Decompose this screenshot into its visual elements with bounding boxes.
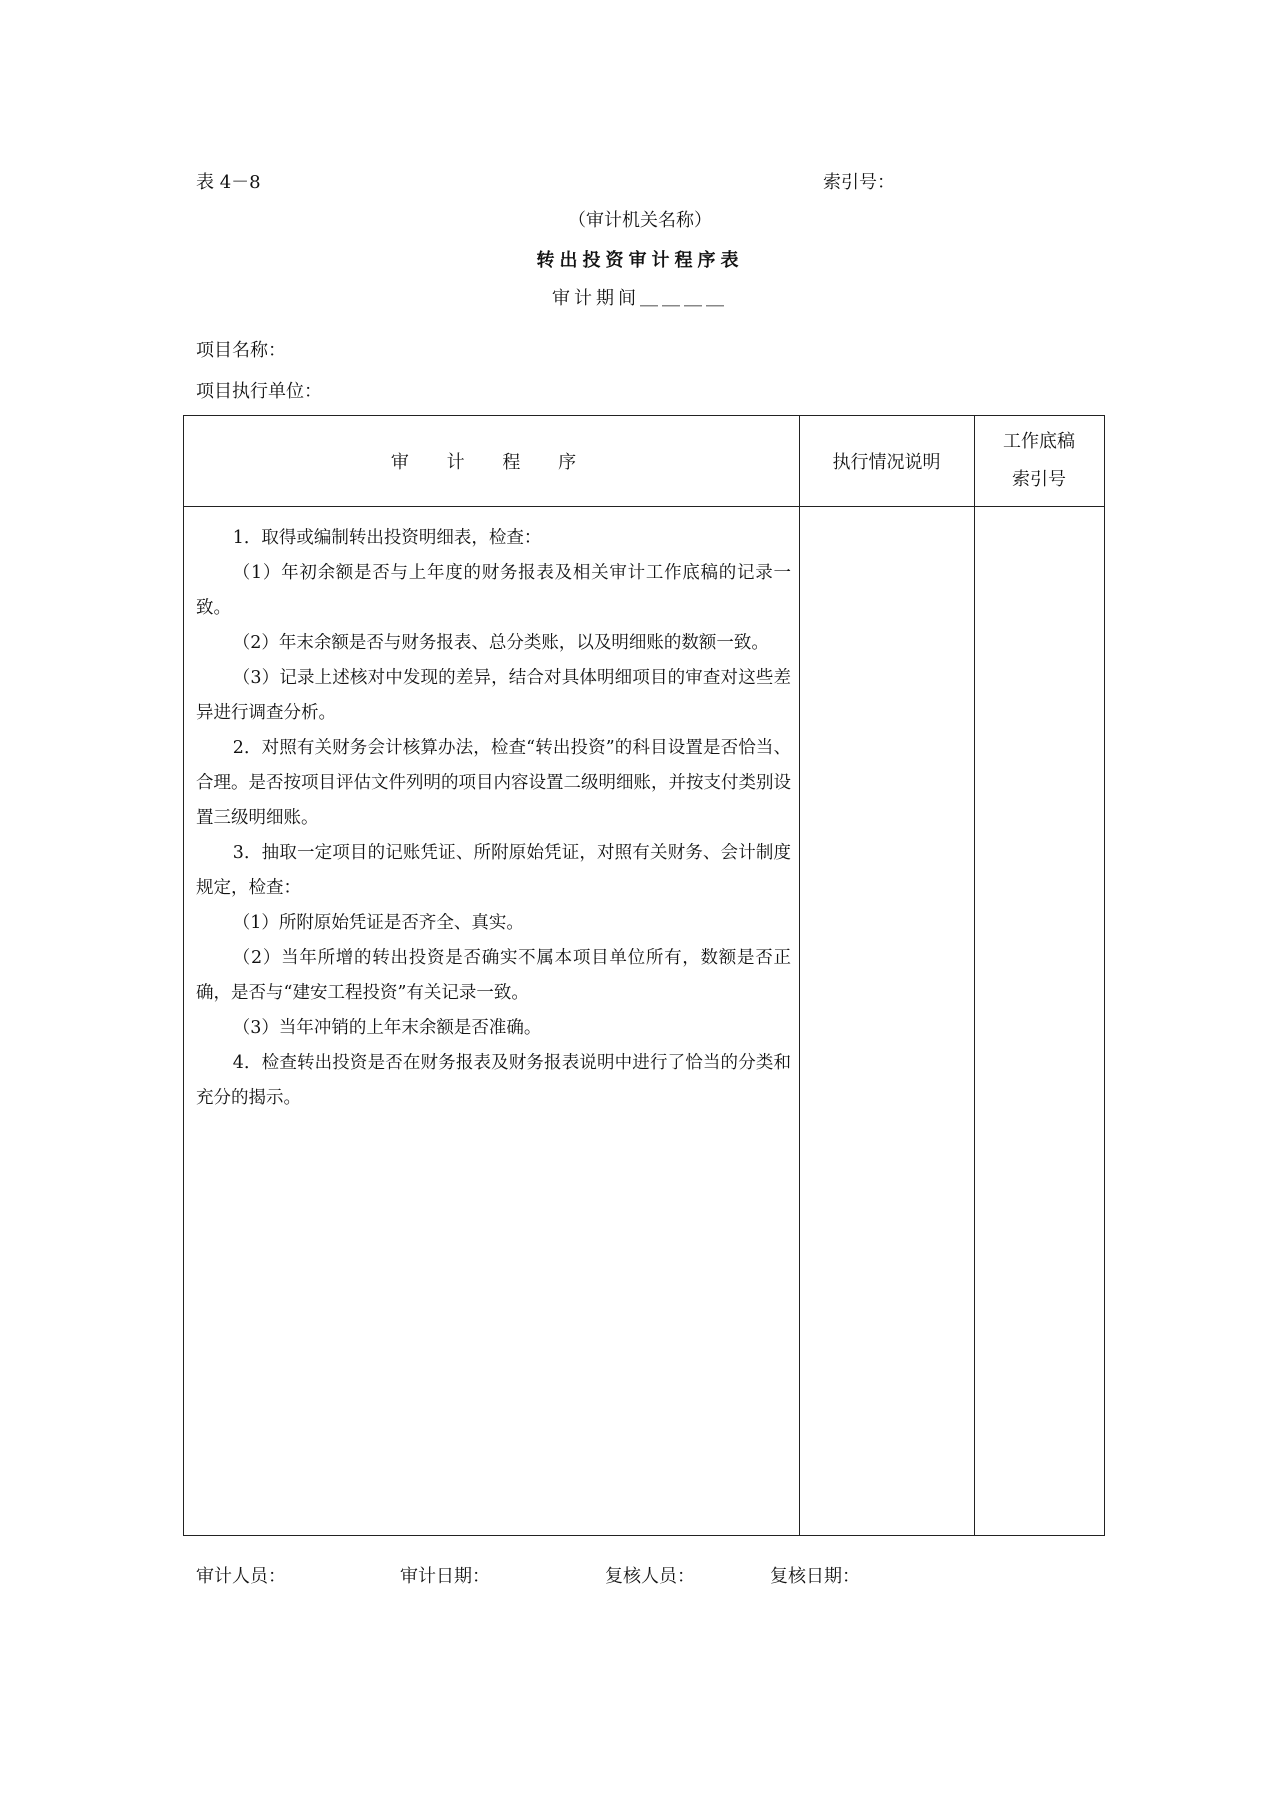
workpaper-header-line2: 索引号	[1012, 469, 1066, 490]
review-date-label: 复核日期：	[770, 1566, 860, 1587]
form-number: 表 4－8	[196, 172, 261, 193]
column-divider	[799, 416, 800, 1535]
audit-date-label: 审计日期：	[400, 1566, 490, 1587]
procedure-item: （1）所附原始凭证是否齐全、真实。	[232, 913, 524, 933]
procedure-item: （1）年初余额是否与上年度的财务报表及相关审计工作底稿的记录一致。	[196, 563, 791, 618]
column-header-procedure: 审 计 程 序	[390, 452, 593, 473]
project-name-label: 项目名称：	[196, 340, 286, 361]
procedure-item: 2．对照有关财务会计核算办法，检查“转出投资”的科目设置是否恰当、合理。是否按项目评估文件列明的项目内容设置二级明细账，并按支付类别设置三级明细账。	[196, 738, 791, 828]
procedure-list	[196, 521, 791, 1116]
column-divider	[974, 416, 975, 1535]
column-header-workpaper-index	[974, 416, 1104, 506]
index-number-label: 索引号：	[823, 172, 895, 193]
column-header-status: 执行情况说明	[832, 452, 941, 473]
auditor-label: 审计人员：	[196, 1566, 286, 1587]
project-unit-label: 项目执行单位：	[196, 381, 322, 402]
reviewer-label: 复核人员：	[605, 1566, 695, 1587]
procedure-item: 1．取得或编制转出投资明细表，检查：	[232, 528, 542, 548]
header-divider	[184, 506, 1104, 507]
signature-footer	[0, 1562, 1280, 1592]
document-title: 转出投资审计程序表	[536, 250, 744, 271]
agency-name: （审计机关名称）	[568, 210, 712, 231]
workpaper-header-line1: 工作底稿	[1003, 431, 1075, 452]
procedure-item: （3）记录上述核对中发现的差异，结合对具体明细项目的审查对这些差异进行调查分析。	[196, 668, 791, 723]
procedure-item: （2）年末余额是否与财务报表、总分类账，以及明细账的数额一致。	[232, 633, 769, 653]
audit-procedure-table	[183, 415, 1105, 1536]
procedure-item: 3．抽取一定项目的记账凭证、所附原始凭证，对照有关财务、会计制度规定，检查：	[196, 843, 791, 898]
procedure-item: （3）当年冲销的上年末余额是否准确。	[232, 1018, 542, 1038]
procedure-item: （2）当年所增的转出投资是否确实不属本项目单位所有，数额是否正确，是否与“建安工程投资”有关记录一致。	[196, 948, 791, 1003]
audit-period: 审计期间＿＿＿＿	[552, 288, 728, 309]
procedure-item: 4．检查转出投资是否在财务报表及财务报表说明中进行了恰当的分类和充分的揭示。	[196, 1053, 791, 1108]
